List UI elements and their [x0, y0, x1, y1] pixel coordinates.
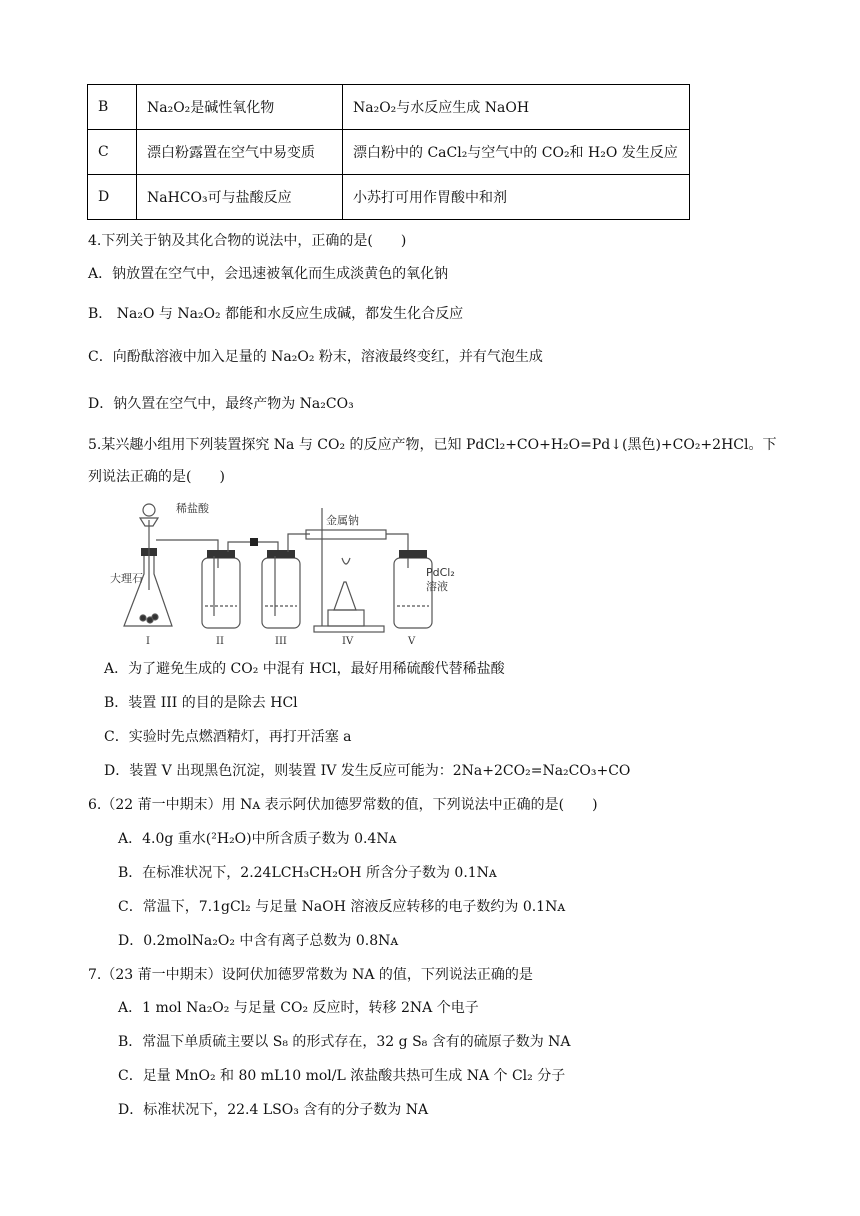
q5-option-a: A．为了避免生成的 CO₂ 中混有 HCl，最好用稀硫酸代替稀盐酸 [104, 661, 505, 677]
comparison-table [87, 84, 690, 220]
q6-option-a: A．4.0g 重水(²H₂O)中所含质子数为 0.4Nᴀ [118, 831, 397, 847]
label-dilute-hcl: 稀盐酸 [176, 502, 209, 515]
table-row [88, 130, 690, 175]
apparatus-svg [110, 498, 470, 648]
q6-option-d: D．0.2molNa₂O₂ 中含有离子总数为 0.8Nᴀ [118, 933, 399, 949]
tube-iii-iv [288, 534, 310, 552]
valve-icon [250, 538, 258, 546]
station-label: II [216, 636, 224, 647]
table-cell-reason: 小苏打可用作胃酸中和剂 [343, 175, 690, 220]
q5-option-b: B．装置 III 的目的是除去 HCl [104, 695, 298, 711]
table-cell-reason: 漂白粉中的 CaCl₂与空气中的 CO₂和 H₂O 发生反应 [343, 130, 690, 175]
funnel-bulb [143, 504, 155, 516]
table-cell-key: C [88, 130, 137, 175]
q5-option-c: C．实验时先点燃酒精灯，再打开活塞 a [104, 729, 352, 745]
q6-option-b: B．在标准状况下，2.24LCH₃CH₂OH 所含分子数为 0.1Nᴀ [118, 865, 497, 881]
bottle-iii [262, 558, 300, 628]
table-cell-key: B [88, 85, 137, 130]
marble-chip [140, 615, 146, 621]
stopper-iii [267, 550, 295, 558]
table-cell-statement: Na₂O₂是碱性氧化物 [137, 85, 343, 130]
q7-option-a: A．1 mol Na₂O₂ 与足量 CO₂ 反应时，转移 2NA 个电子 [118, 1000, 479, 1016]
table-cell-key: D [88, 175, 137, 220]
label-marble: 大理石 [110, 572, 143, 585]
q7-option-c: C．足量 MnO₂ 和 80 mL10 mol/L 浓盐酸共热可生成 NA 个 Cl₂ 分子 [118, 1068, 566, 1084]
lamp-block [328, 610, 364, 626]
q5-stem-line1: 5.某兴趣小组用下列装置探究 Na 与 CO₂ 的反应产物，已知 PdCl₂+CO+H₂O=Pd↓(黑色)+CO₂+2HCl。下 [88, 437, 777, 453]
q7-option-d: D．标准状况下，22.4 LSO₃ 含有的分子数为 NA [118, 1102, 429, 1118]
label-sodium: 金属钠 [326, 514, 359, 527]
q4-stem: 4.下列关于钠及其化合物的说法中，正确的是( ) [88, 233, 407, 249]
table-cell-reason: Na₂O₂与水反应生成 NaOH [343, 85, 690, 130]
marble-chip [152, 614, 158, 620]
q4-option-c: C．向酚酞溶液中加入足量的 Na₂O₂ 粉末，溶液最终变红，并有气泡生成 [88, 349, 543, 365]
q4-option-a: A．钠放置在空气中，会迅速被氧化而生成淡黄色的氧化钠 [88, 266, 449, 282]
alcohol-lamp [334, 582, 356, 610]
reaction-tube [306, 530, 386, 539]
table-cell-statement: 漂白粉露置在空气中易变质 [137, 130, 343, 175]
station-label: I [146, 636, 150, 647]
q6-stem: 6.（22 莆一中期末）用 Nᴀ 表示阿伏加德罗常数的值，下列说法中正确的是( ) [88, 797, 598, 813]
q6-option-c: C．常温下，7.1gCl₂ 与足量 NaOH 溶液反应转移的电子数约为 0.1Nᴀ [118, 899, 566, 915]
table-cell-statement: NaHCO₃可与盐酸反应 [137, 175, 343, 220]
flask-i [124, 556, 172, 626]
q5-option-d: D．装置 V 出现黑色沉淀，则装置 IV 发生反应可能为：2Na+2CO₂=Na₂CO₃+CO [104, 763, 631, 779]
q5-stem-line2: 列说法正确的是( ) [88, 469, 225, 485]
bottle-ii [202, 558, 240, 628]
table-row [88, 175, 690, 220]
station-label: III [275, 636, 287, 647]
stand-base [314, 626, 384, 632]
station-label: IV [342, 636, 354, 647]
table-row [88, 85, 690, 130]
stopper-v [399, 550, 427, 558]
label-pdcl2: PdCl₂ [426, 566, 455, 579]
q4-option-b: B． Na₂O 与 Na₂O₂ 都能和水反应生成碱，都发生化合反应 [88, 306, 464, 322]
flame [342, 558, 350, 564]
q4-option-d: D．钠久置在空气中，最终产物为 Na₂CO₃ [88, 396, 354, 412]
q7-option-b: B．常温下单质硫主要以 S₈ 的形式存在，32 g S₈ 含有的硫原子数为 NA [118, 1034, 571, 1050]
apparatus-diagram [110, 498, 470, 648]
q7-stem: 7.（23 莆一中期末）设阿伏加德罗常数为 NA 的值，下列说法正确的是 [88, 967, 533, 983]
stopper-ii [207, 550, 235, 558]
label-solution: 溶液 [426, 580, 448, 593]
station-label: V [408, 636, 416, 647]
